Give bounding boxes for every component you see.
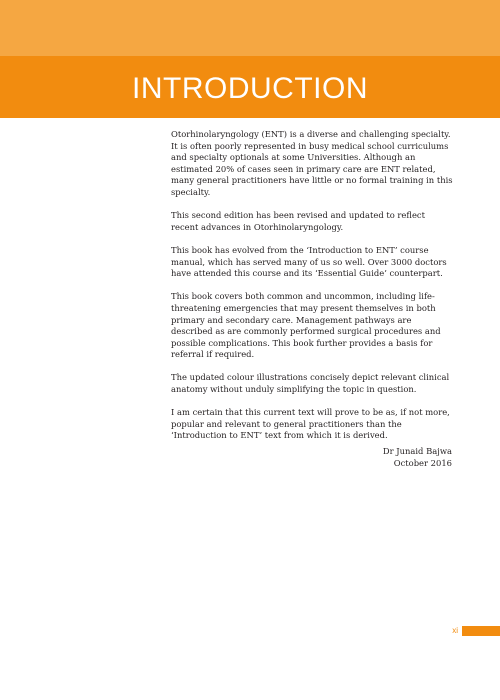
paragraph: This book has evolved from the ‘Introduction to ENT’ course manual, which has served many of us so well. Over 3000 doctors have attended this course and its ‘Essential Guide’ counterpart.	[171, 244, 447, 279]
footer-accent-bar	[462, 626, 500, 636]
paragraph: This second edition has been revised and updated to reflect recent advances in Otorhinolaryngology.	[171, 210, 425, 232]
page-title: INTRODUCTION	[132, 72, 368, 105]
paragraph: The updated colour illustrations concisely depict relevant clinical anatomy without unduly simplifying the topic in question.	[171, 372, 450, 395]
body-text	[171, 129, 453, 454]
paragraph: This book covers both common and uncommon, including life-threatening emergencies that may present themselves in both primary and secondary care. Management pathways are described as are commonly performed surgical procedures and possible complications. This book further provides a basis for referral if required.	[171, 291, 441, 360]
signature-date: October 2016	[393, 457, 452, 468]
signature-block	[383, 446, 452, 469]
header-band-light	[0, 0, 500, 56]
author-name: Dr Junaid Bajwa	[382, 446, 452, 456]
paragraph: I am certain that this current text will prove to be as, if not more, popular and relevant to general practitioners than the ‘Introduction to ENT’ text from which it is derived.	[171, 407, 450, 441]
page-number: xi	[452, 626, 458, 635]
paragraph: Otorhinolaryngology (ENT) is a diverse and challenging specialty. It is often poorly represented in busy medical school curriculums and specialty optionals at some Universities. Although an estimated 20% of cases seen in primary care are ENT related, many general practitioners have little or no formal training in this specialty.	[171, 129, 453, 197]
